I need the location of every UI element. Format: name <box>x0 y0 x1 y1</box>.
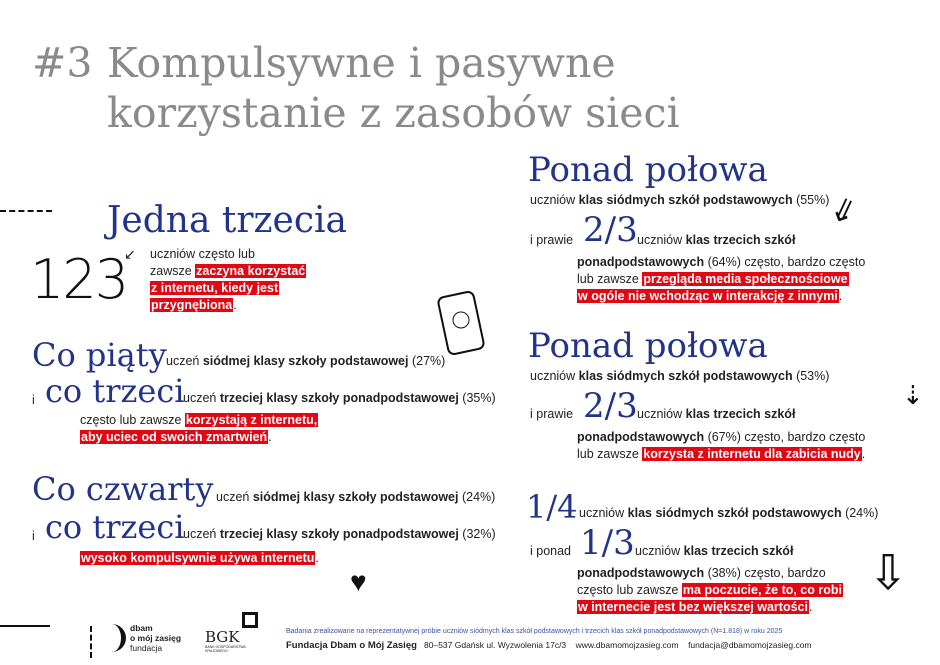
stat-heading: Ponad połowa <box>528 326 768 366</box>
bgk-logo: BGK <box>205 628 240 646</box>
conjunction: i <box>32 529 35 543</box>
divider-line <box>0 625 50 627</box>
stat-text: wysoko kompulsywnie używa internetu. <box>81 551 319 565</box>
dashed-line <box>0 210 52 212</box>
bgk-logo-subtitle: BANK GOSPODARSTWA KRAJOWEGO <box>205 645 246 653</box>
fraction: 1/4 <box>526 488 578 526</box>
stat-text: ponadpodstawowych (38%) często, bardzo często lub zawsze ma poczucie, że to, co robi w internecie jest bez większej wartości. <box>577 566 842 614</box>
email-link[interactable]: fundacja@dbamomojzasieg.com <box>688 640 812 650</box>
stat-text: uczniów klas trzecich szkół <box>637 407 796 421</box>
dbam-logo-icon <box>108 624 126 652</box>
stat-heading: Ponad połowa <box>528 150 768 190</box>
stat-heading: Co piąty <box>32 336 167 374</box>
stat-text: uczniów często lub zawsze zaczyna korzystać z internetu, kiedy jest przygnębiona. <box>150 247 306 312</box>
stat-text: uczniów klas siódmych szkół podstawowych (53%) <box>530 369 830 383</box>
dbam-logo: dbam o mój zasięg fundacja <box>130 623 182 653</box>
phone-illustration-icon <box>435 290 495 358</box>
stat-text: uczniów klas trzecich szkół <box>637 233 796 247</box>
page-title-line1: Kompulsywne i pasywne <box>107 39 616 87</box>
stat-text: ponadpodstawowych (67%) często, bardzo często lub zawsze korzysta z internetu dla zabicia nudy. <box>577 430 866 461</box>
conjunction: i <box>32 393 35 407</box>
stat-heading: Co czwarty <box>32 470 214 508</box>
stat-text: ponadpodstawowych (64%) często, bardzo często lub zawsze przegląda media społecznościowe w ogóle nie wchodząc w interakcję z innymi. <box>577 255 866 303</box>
stat-text: i prawie <box>530 233 574 247</box>
stat-heading: Jedna trzecia <box>107 200 347 241</box>
heart-icon: ♥ <box>350 566 367 597</box>
stat-text: uczeń trzeciej klasy szkoły ponadpodstawowej (35%) <box>183 391 496 405</box>
stat-text: i prawie <box>530 407 574 421</box>
survey-note: Badania zrealizowane na reprezentatywnej próbie uczniów siódmych klas szkół podstawowych i trzecich klas szkół ponadpodstawowych (N=1.818) w roku 2025 <box>286 628 783 635</box>
footer-contact: Fundacja Dbam o Mój Zasięg 80–537 Gdańsk ul. Wyzwolenia 17c/3 www.dbamomojzasieg.com fundacja@dbamomojzasieg.com <box>286 640 812 651</box>
arrow-icon: ↙ <box>124 246 136 262</box>
stat-text: uczniów klas siódmych szkół podstawowych (55%) <box>530 193 830 207</box>
section-number: #3 <box>32 39 93 87</box>
stat-text: uczeń siódmej klasy szkoły podstawowej (27%) <box>166 354 446 368</box>
arrow-down-icon: ⇣ <box>902 380 924 410</box>
stat-heading: co trzeci <box>45 372 185 410</box>
stat-heading: co trzeci <box>45 508 185 546</box>
fraction: 2/3 <box>583 210 638 250</box>
dashed-line <box>90 626 92 658</box>
bgk-logo-square-icon <box>242 612 258 628</box>
website-link[interactable]: www.dbamomojzasieg.com <box>575 640 679 650</box>
stat-text: uczniów klas siódmych szkół podstawowych (24%) <box>579 506 879 520</box>
stat-text: uczeń siódmej klasy szkoły podstawowej (24%) <box>216 490 496 504</box>
stat-text: często lub zawsze korzystają z internetu, aby uciec od swoich zmartwień. <box>80 413 318 444</box>
stat-text: i ponad <box>530 544 572 558</box>
arrow-icon: ⇙ <box>824 187 863 231</box>
fraction: 1/3 <box>580 523 635 563</box>
fraction: 2/3 <box>583 386 638 426</box>
big-arrow-down-icon: ⇩ <box>868 547 909 600</box>
stat-text: uczeń trzeciej klasy szkoły ponadpodstawowej (32%) <box>183 527 496 541</box>
stat-text: uczniów klas trzecich szkół <box>635 544 794 558</box>
page-title-line2: korzystanie z zasobów sieci <box>107 89 680 137</box>
numbers-123-icon: 123 <box>30 248 128 311</box>
